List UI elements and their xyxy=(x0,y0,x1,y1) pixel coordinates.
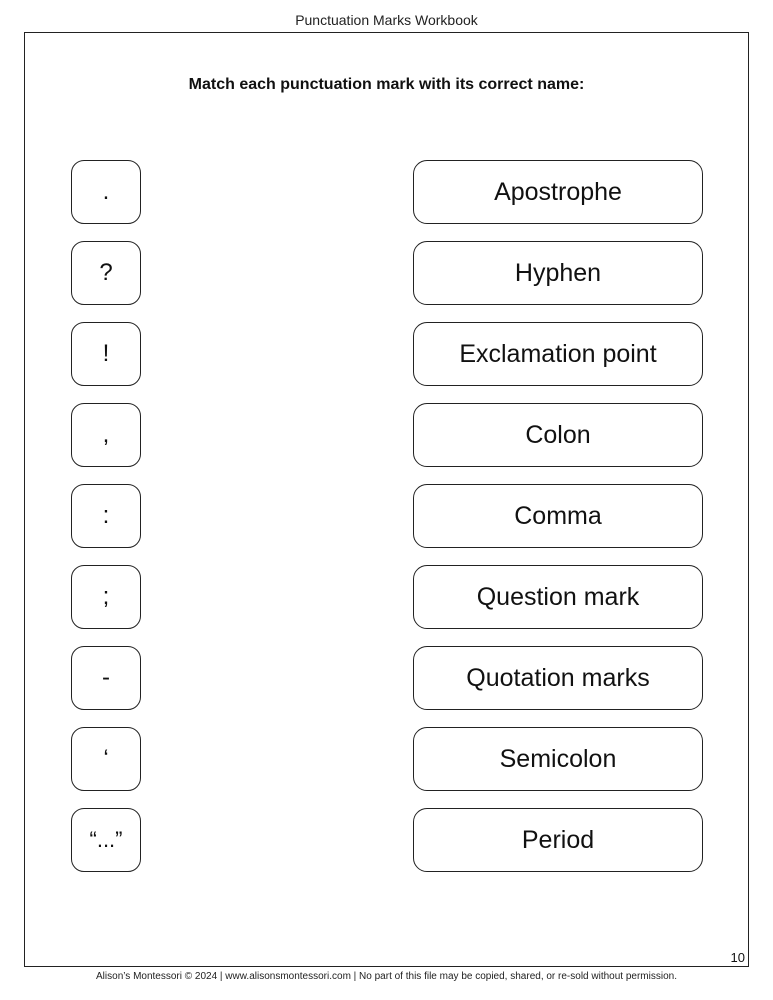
punctuation-symbol-card[interactable]: : xyxy=(71,484,141,548)
punctuation-symbol-card[interactable]: , xyxy=(71,403,141,467)
punctuation-symbol-card[interactable]: “...” xyxy=(71,808,141,872)
punctuation-name-card[interactable]: Semicolon xyxy=(413,727,703,791)
punctuation-name-card[interactable]: Colon xyxy=(413,403,703,467)
copyright-footer: Alison’s Montessori © 2024 | www.alisonsmontessori.com | No part of this file may be copied, shared, or re-sold without permission. xyxy=(96,971,677,982)
punctuation-symbol-card[interactable]: ‘ xyxy=(71,727,141,791)
punctuation-symbol-card[interactable]: . xyxy=(71,160,141,224)
punctuation-symbol-card[interactable]: ; xyxy=(71,565,141,629)
instructions-heading: Match each punctuation mark with its correct name: xyxy=(188,76,585,93)
workbook-title: Punctuation Marks Workbook xyxy=(295,12,478,28)
punctuation-name-card[interactable]: Period xyxy=(413,808,703,872)
punctuation-name-card[interactable]: Apostrophe xyxy=(413,160,703,224)
punctuation-name-card[interactable]: Exclamation point xyxy=(413,322,703,386)
punctuation-name-card[interactable]: Quotation marks xyxy=(413,646,703,710)
punctuation-symbol-card[interactable]: - xyxy=(71,646,141,710)
punctuation-symbol-card[interactable]: ! xyxy=(71,322,141,386)
page-number: 10 xyxy=(730,950,745,965)
punctuation-name-card[interactable]: Comma xyxy=(413,484,703,548)
punctuation-name-card[interactable]: Question mark xyxy=(413,565,703,629)
punctuation-name-card[interactable]: Hyphen xyxy=(413,241,703,305)
punctuation-symbol-card[interactable]: ? xyxy=(71,241,141,305)
